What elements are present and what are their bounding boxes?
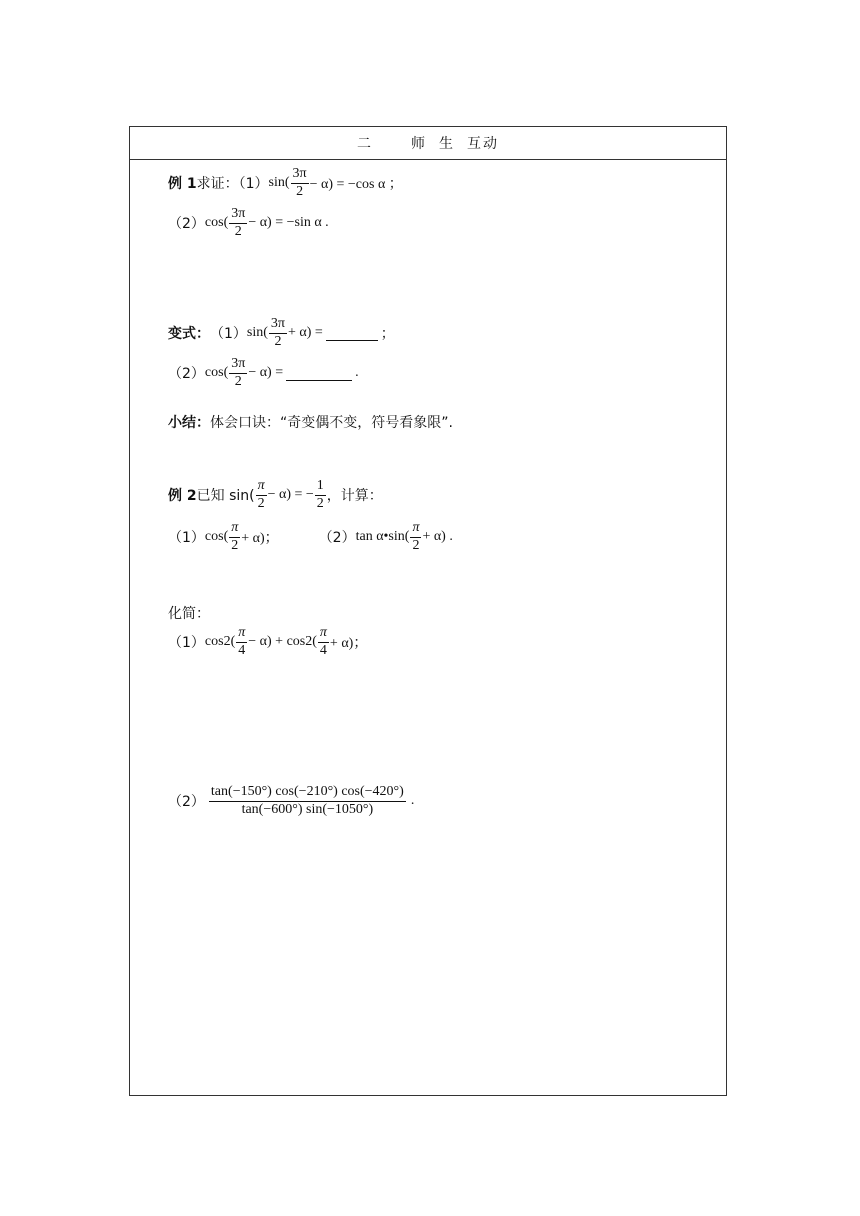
example-1-line-2: （2） cos( $\frac{3\pi}{2}$ − α) = −sin α . [168, 205, 329, 239]
simplify-label: 化简： [168, 606, 210, 622]
answer-blank-2[interactable] [286, 366, 352, 381]
example-1-prefix: 求证：（1） [196, 176, 269, 192]
section-header [130, 127, 726, 160]
example-1-label: 例 1 [168, 176, 197, 192]
example-2-line-2: （1） cos( $\frac{\pi}{2}$ + α)； （2） tan α•sin( $\frac{\pi}{2}$ + α) . [168, 519, 453, 553]
header-word-teacher: 师 [411, 136, 427, 152]
summary-text: 体会口诀：“奇变偶不变，符号看象限”. [210, 415, 453, 431]
simplify-part-1: （1） cos 2 ( $\frac{\pi}{4}$ − α) + cos 2 ( $\frac{\pi}{4}$ + α)； [168, 624, 368, 658]
example-1-fn: sin( [268, 175, 290, 190]
example-1-part-2-label: （2） [168, 216, 205, 232]
summary-label: 小结： [168, 415, 210, 431]
example-1-line-1 [168, 163, 403, 203]
header-number: 二 [357, 136, 373, 152]
fraction-3pi-over-2: $\frac{3\pi}{2}$ [292, 165, 307, 199]
fraction-tan-expression: $\frac{\tan(-150^\circ) \cos(-210^\circ) \cos(-420^\circ)}{\tan(-600^\circ) \sin(-1050^\circ)}$ [210, 783, 404, 817]
fraction-3pi-over-2: $\frac{3\pi}{2}$ [231, 205, 246, 239]
example-1-tail: − α) = −cos α ； [309, 177, 403, 192]
example-2-label: 例 2 [168, 488, 197, 504]
simplify-part-2: （2） $\frac{\tan(-150^\circ) \cos(-210^\circ) \cos(-420^\circ)}{\tan(-600^\circ) \sin(-1050^\circ)}$ . [168, 783, 415, 817]
variant-line-1: 变式： （1） sin( $\frac{3\pi}{2}$ + α) = ； [168, 315, 395, 349]
fraction-pi-over-2: $\frac{\pi}{2}$ [257, 477, 265, 511]
variant-label: 变式： [168, 326, 210, 342]
fraction-pi-over-4: $\frac{\pi}{4}$ [238, 624, 246, 658]
fraction-pi-over-4: $\frac{\pi}{4}$ [319, 624, 327, 658]
summary-line [168, 402, 453, 442]
fraction-pi-over-2: $\frac{\pi}{2}$ [231, 519, 239, 553]
variant-line-2: （2） cos( $\frac{3\pi}{2}$ − α) = . [168, 355, 359, 389]
header-word-student: 生 [439, 136, 455, 152]
fraction-3pi-over-2: $\frac{3\pi}{2}$ [231, 355, 246, 389]
header-word-interaction: 互动 [467, 136, 499, 152]
fraction-1-over-2: $\frac{1}{2}$ [316, 477, 324, 511]
fraction-pi-over-2: $\frac{\pi}{2}$ [412, 519, 420, 553]
example-2-line-1: 例 2 已知 sin( $\frac{\pi}{2}$ − α) = − $\frac{1}{2}$ ，计算： [168, 477, 383, 511]
fraction-3pi-over-2: $\frac{3\pi}{2}$ [270, 315, 285, 349]
answer-blank-1[interactable] [326, 326, 378, 341]
worksheet-box [129, 126, 727, 1096]
